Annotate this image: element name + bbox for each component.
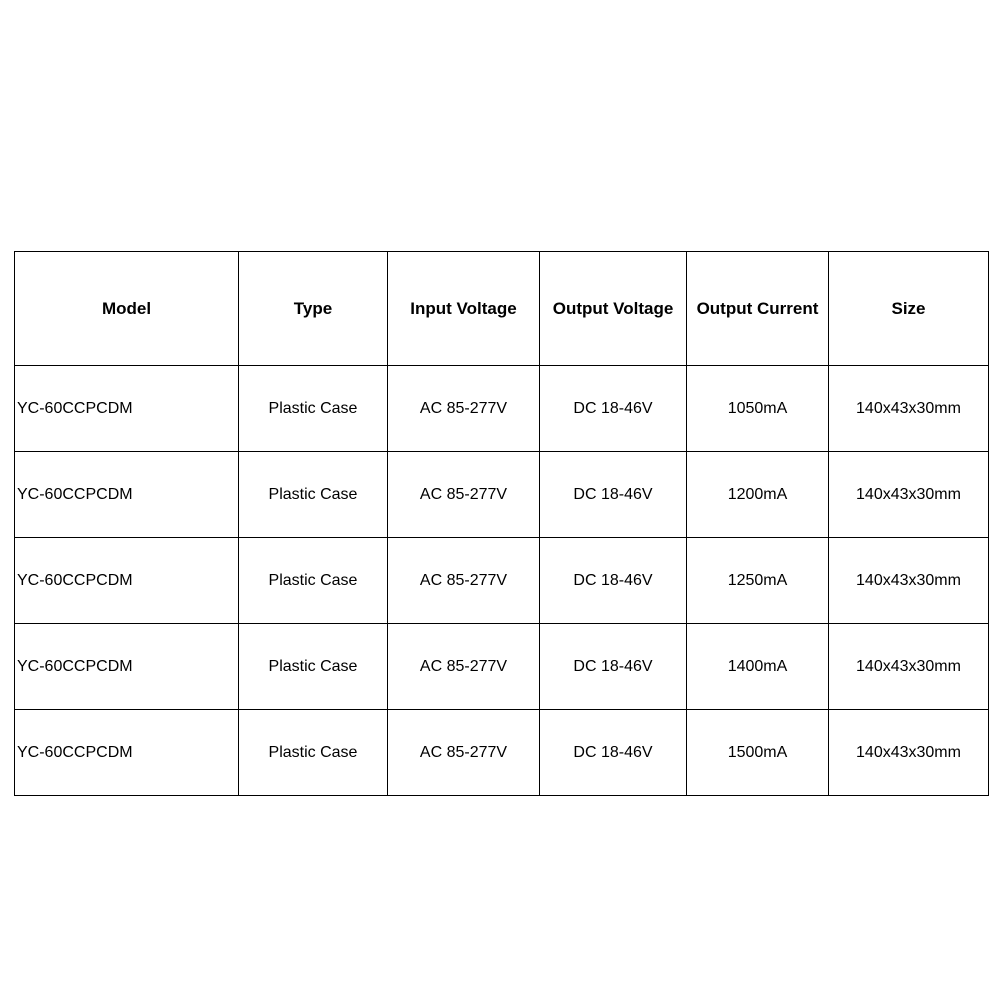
cell-size: 140x43x30mm: [829, 538, 989, 624]
cell-input-voltage: AC 85-277V: [388, 366, 540, 452]
header-type: Type: [239, 252, 388, 366]
cell-input-voltage: AC 85-277V: [388, 624, 540, 710]
cell-output-current: 1500mA: [687, 710, 829, 796]
spec-table: [14, 251, 989, 796]
cell-type: Plastic Case: [239, 710, 388, 796]
header-input-voltage: Input Voltage: [388, 252, 540, 366]
cell-output-current: 1200mA: [687, 452, 829, 538]
cell-output-voltage: DC 18-46V: [540, 538, 687, 624]
cell-output-current: 1400mA: [687, 624, 829, 710]
cell-input-voltage: AC 85-277V: [388, 538, 540, 624]
table-body: [15, 366, 989, 796]
cell-model: YC-60CCPCDM: [15, 366, 239, 452]
header-output-current: Output Current: [687, 252, 829, 366]
cell-size: 140x43x30mm: [829, 452, 989, 538]
table-row: [15, 452, 989, 538]
table-row: [15, 710, 989, 796]
cell-model: YC-60CCPCDM: [15, 452, 239, 538]
cell-type: Plastic Case: [239, 366, 388, 452]
cell-output-voltage: DC 18-46V: [540, 710, 687, 796]
cell-size: 140x43x30mm: [829, 624, 989, 710]
cell-output-voltage: DC 18-46V: [540, 366, 687, 452]
cell-model: YC-60CCPCDM: [15, 710, 239, 796]
cell-type: Plastic Case: [239, 624, 388, 710]
cell-output-voltage: DC 18-46V: [540, 452, 687, 538]
header-size: Size: [829, 252, 989, 366]
cell-size: 140x43x30mm: [829, 366, 989, 452]
header-row: [15, 252, 989, 366]
cell-type: Plastic Case: [239, 538, 388, 624]
cell-input-voltage: AC 85-277V: [388, 452, 540, 538]
cell-output-voltage: DC 18-46V: [540, 624, 687, 710]
table-row: [15, 538, 989, 624]
cell-model: YC-60CCPCDM: [15, 538, 239, 624]
table-row: [15, 624, 989, 710]
cell-output-current: 1050mA: [687, 366, 829, 452]
table-row: [15, 366, 989, 452]
cell-model: YC-60CCPCDM: [15, 624, 239, 710]
cell-output-current: 1250mA: [687, 538, 829, 624]
cell-type: Plastic Case: [239, 452, 388, 538]
table-header: [15, 252, 989, 366]
cell-size: 140x43x30mm: [829, 710, 989, 796]
header-output-voltage: Output Voltage: [540, 252, 687, 366]
header-model: Model: [15, 252, 239, 366]
cell-input-voltage: AC 85-277V: [388, 710, 540, 796]
